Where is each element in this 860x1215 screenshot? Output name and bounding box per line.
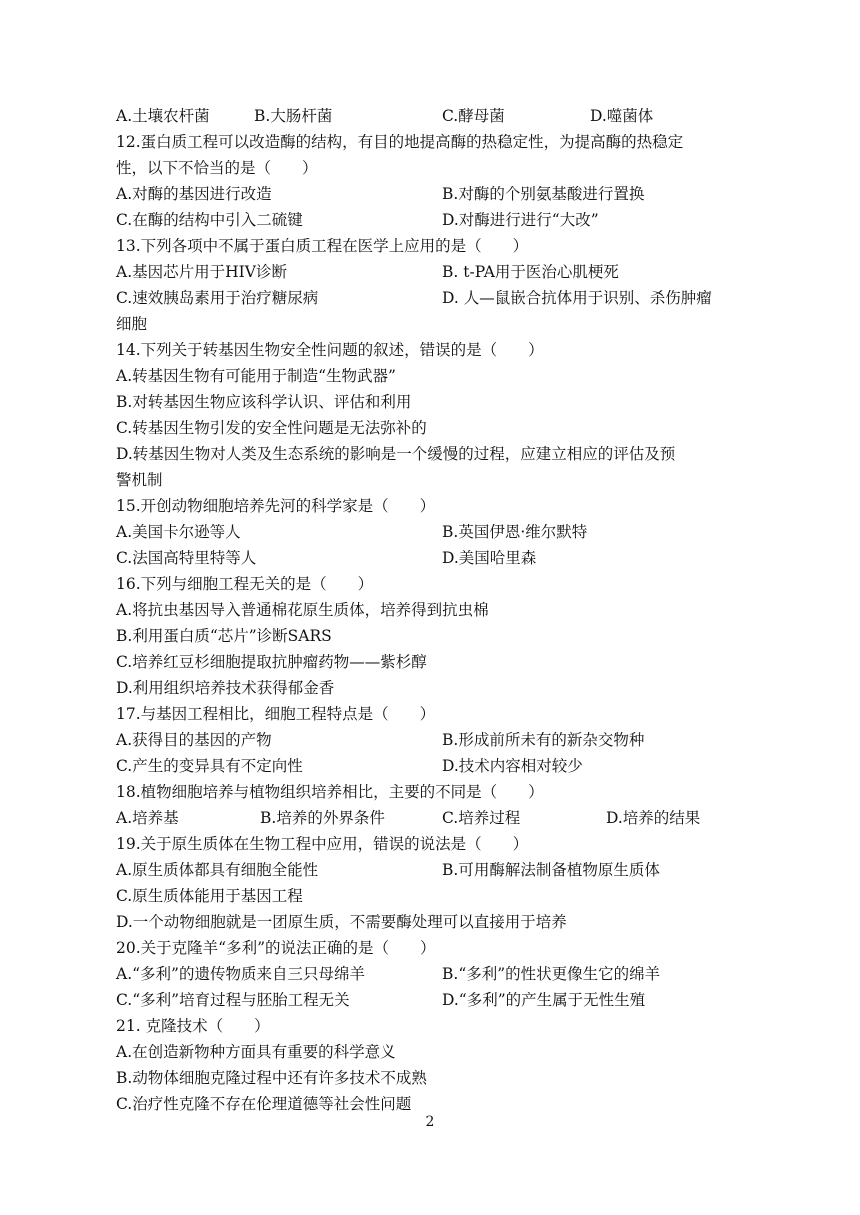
question-text: 15.开创动物细胞培养先河的科学家是（ ） [116,497,436,515]
options-row [116,545,746,571]
option: B.大肠杆菌 [254,107,333,125]
option-text: C.治疗性克隆不存在伦理道德等社会性问题 [116,1095,412,1113]
options-row [116,727,746,753]
page-number: 2 [425,1114,435,1130]
options-row [116,519,746,545]
question-text: 16.下列与细胞工程无关的是（ ） [116,575,374,593]
option: C.“多利”培育过程与胚胎工程无关 [116,991,350,1009]
question-text: 性，以下不恰当的是（ ） [116,159,318,177]
option-text: A.转基因生物有可能用于制造“生物武器” [116,367,396,385]
option: D.噬菌体 [590,107,654,125]
option: A.基因芯片用于HIV诊断 [116,263,287,281]
options-row [116,285,746,311]
option-text: A.将抗虫基因导入普通棉花原生质体，培养得到抗虫棉 [116,601,489,619]
option: C.培养过程 [442,809,521,827]
option: A.培养基 [116,809,179,827]
option: A.获得目的基因的产物 [116,731,272,749]
option: D.对酶进行进行“大改” [442,211,599,229]
option-text: D.利用组织培养技术获得郁金香 [116,679,335,697]
option: D.培养的结果 [606,809,701,827]
question-text: 12.蛋白质工程可以改造酶的结构，有目的地提高酶的热稳定性，为提高酶的热稳定 [116,133,684,151]
option-text: A.在创造新物种方面具有重要的科学意义 [116,1043,396,1061]
option-text: C.原生质体能用于基因工程 [116,887,303,905]
option: A.对酶的基因进行改造 [116,185,272,203]
option: B.形成前所未有的新杂交物种 [442,731,645,749]
option-text: C.转基因生物引发的安全性问题是无法弥补的 [116,419,427,437]
option: D.“多利”的产生属于无性生殖 [442,991,646,1009]
option-text: 警机制 [116,471,163,489]
option-text: D.一个动物细胞就是一团原生质，不需要酶处理可以直接用于培养 [116,913,567,931]
options-row [116,753,746,779]
option-text: B.利用蛋白质“芯片”诊断SARS [116,627,332,645]
option-text: D.转基因生物对人类及生态系统的影响是一个缓慢的过程，应建立相应的评估及预 [116,445,676,463]
option-text: B.动物体细胞克隆过程中还有许多技术不成熟 [116,1069,427,1087]
option: D.技术内容相对较少 [442,757,583,775]
question-text: 18.植物细胞培养与植物组织培养相比，主要的不同是（ ） [116,783,544,801]
option-text: C.培养红豆杉细胞提取抗肿瘤药物——紫杉醇 [116,653,427,671]
option: A.“多利”的遗传物质来自三只母绵羊 [116,965,365,983]
question-text: 21. 克隆技术（ ） [116,1017,270,1035]
options-row [116,987,746,1013]
option-text: 细胞 [116,315,148,333]
options-row [116,207,746,233]
option: B. t-PA用于医治心肌梗死 [442,263,619,281]
option: B.英国伊恩·维尔默特 [442,523,588,541]
option: A.原生质体都具有细胞全能性 [116,861,319,879]
option-text: B.对转基因生物应该科学认识、评估和利用 [116,393,412,411]
option: C.在酶的结构中引入二硫键 [116,211,303,229]
option: B.“多利”的性状更像生它的绵羊 [442,965,661,983]
question-text: 20.关于克隆羊“多利”的说法正确的是（ ） [116,939,436,957]
option: D. 人—鼠嵌合抗体用于识别、杀伤肿瘤 [442,289,712,307]
options-row [116,857,746,883]
option: B.培养的外界条件 [260,809,385,827]
option: B.可用酶解法制备植物原生质体 [442,861,660,879]
question-text: 13.下列各项中不属于蛋白质工程在医学上应用的是（ ） [116,237,529,255]
options-row [116,805,746,831]
option: B.对酶的个别氨基酸进行置换 [442,185,645,203]
question-text: 17.与基因工程相比，细胞工程特点是（ ） [116,705,436,723]
option: C.酵母菌 [442,107,505,125]
option: C.法国高特里特等人 [116,549,257,567]
options-row [116,961,746,987]
question-text: 19.关于原生质体在生物工程中应用，错误的说法是（ ） [116,835,529,853]
option: C.产生的变异具有不定向性 [116,757,303,775]
options-row [116,259,746,285]
options-row [116,181,746,207]
option: A.美国卡尔逊等人 [116,523,241,541]
option: D.美国哈里森 [442,549,537,567]
options-row [116,103,746,129]
option: C.速效胰岛素用于治疗糖尿病 [116,289,319,307]
option: A.土壤农杆菌 [116,107,210,125]
question-text: 14.下列关于转基因生物安全性问题的叙述，错误的是（ ） [116,341,544,359]
